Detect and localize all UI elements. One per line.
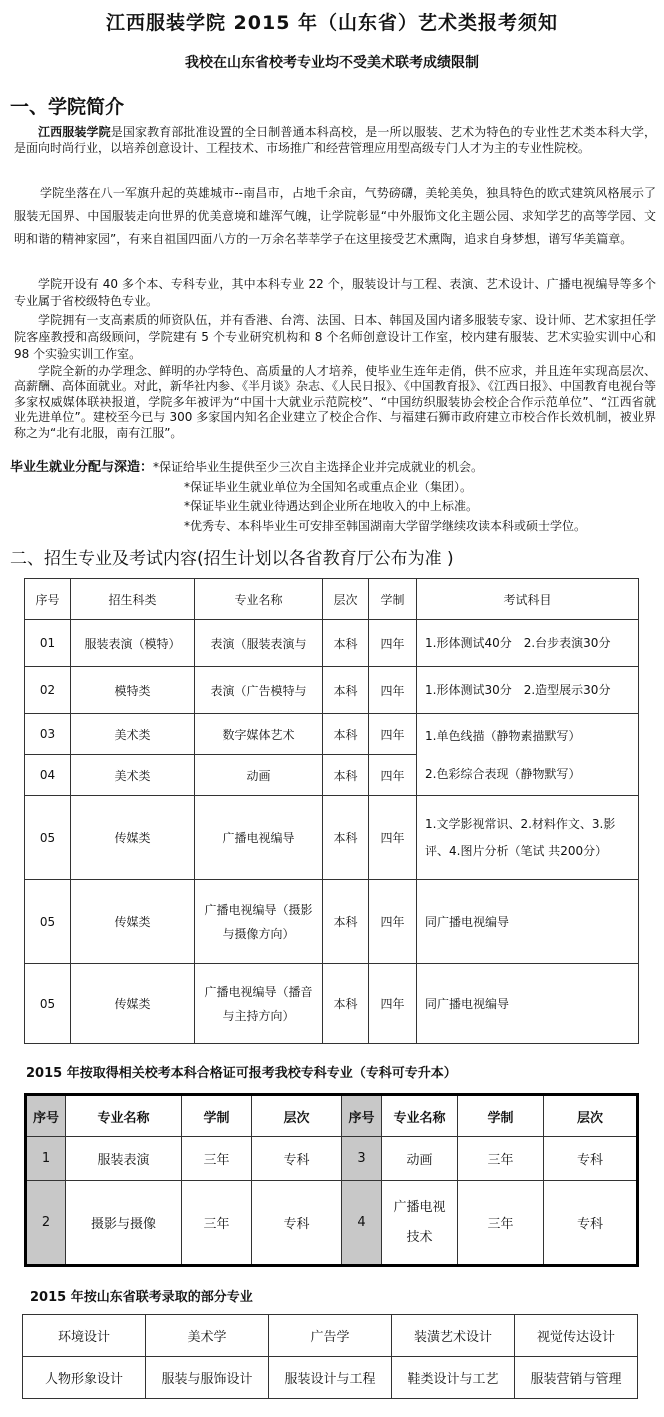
column-header: 考试科目 [417, 579, 639, 620]
column-header: 序号 [342, 1095, 382, 1137]
cell-no: 4 [342, 1181, 382, 1266]
cell-major: 动画 [382, 1137, 458, 1181]
major-cell: 服装营销与管理 [515, 1357, 638, 1399]
cell-subjects: 1.文学影视常识、2.材料作文、3.影评、4.图片分析（笔试 共200分） [417, 796, 639, 880]
table-row [23, 1357, 638, 1399]
page-subtitle: 我校在山东省校考专业均不受美术联考成绩限制 [185, 55, 479, 71]
cell-level: 本科 [323, 880, 369, 964]
major-cell: 服装与服饰设计 [146, 1357, 269, 1399]
cell-years: 三年 [458, 1137, 544, 1181]
cell-major: 动画 [195, 755, 323, 796]
column-header: 专业名称 [382, 1095, 458, 1137]
cell-category: 美术类 [71, 714, 195, 755]
major-cell: 装潢艺术设计 [392, 1315, 515, 1357]
major-cell: 视觉传达设计 [515, 1315, 638, 1357]
cell-no: 05 [25, 964, 71, 1044]
table-row [25, 620, 639, 667]
major-cell: 广告学 [269, 1315, 392, 1357]
intro-paragraph-3: 学院开设有 40 多个本、专科专业，其中本科专业 22 个，服装设计与工程、表演、艺术设计、广播电视编导等多个专业属于省校级特色专业。 [14, 277, 656, 308]
column-header: 层次 [252, 1095, 342, 1137]
column-header: 层次 [544, 1095, 638, 1137]
cell-no: 02 [25, 667, 71, 714]
provincial-exam-majors-table [22, 1314, 638, 1399]
cell-level: 专科 [544, 1181, 638, 1266]
cell-level: 本科 [323, 714, 369, 755]
graduate-item: *优秀专、本科毕业生可安排至韩国湖南大学留学继续攻读本科或硕士学位。 [184, 518, 587, 533]
table-row [25, 964, 639, 1044]
table-row [25, 667, 639, 714]
cell-years: 四年 [369, 755, 417, 796]
cell-major: 广播电视编导（播音与主持方向） [195, 964, 323, 1044]
table-row [25, 796, 639, 880]
column-header: 专业名称 [66, 1095, 182, 1137]
cell-subjects: 同广播电视编导 [417, 880, 639, 964]
college-name: 江西服装学院 [38, 125, 111, 139]
cell-years: 四年 [369, 714, 417, 755]
graduate-item: *保证给毕业生提供至少三次自主选择企业并完成就业的机会。 [153, 460, 484, 474]
cell-category: 传媒类 [71, 964, 195, 1044]
major-cell: 鞋类设计与工艺 [392, 1357, 515, 1399]
cell-major: 广播电视编导（摄影与摄像方向） [195, 880, 323, 964]
column-header: 层次 [323, 579, 369, 620]
cell-years: 四年 [369, 620, 417, 667]
column-header: 学制 [458, 1095, 544, 1137]
cell-subjects: 同广播电视编导 [417, 964, 639, 1044]
intro-paragraph-5: 学院全新的办学理念、鲜明的办学特色、高质量的人才培养，使毕业生连年走俏，供不应求，并且连年实现高层次、高薪酬、高体面就业。对此，新华社内参、《半月谈》杂志、《人民日报》、《中国教育报》、《江西日报》、中国教育电视台等多家权威媒体联袂报道，学院多年被评为“中国十大就业示范院校”、“中国纺织服装协会校企合作示范单位”、“江西省就业先进单位”。建校至今已与 300 多家国内知名企业建立了校企合作、与福建石狮市政府建立市校合作长效机制，被业界称之为“北有北服，南有江服”。 [14, 364, 657, 440]
cell-level: 本科 [323, 755, 369, 796]
cell-category: 传媒类 [71, 880, 195, 964]
cell-no: 03 [25, 714, 71, 755]
cell-no: 1 [26, 1137, 66, 1181]
major-cell: 环境设计 [23, 1315, 146, 1357]
table-row [23, 1315, 638, 1357]
section-heading-intro: 一、学院简介 [10, 96, 125, 118]
cell-category: 服装表演（模特） [71, 620, 195, 667]
cell-no: 05 [25, 880, 71, 964]
page-title: 江西服装学院 2015 年（山东省）艺术类报考须知 [105, 12, 559, 34]
cell-years: 四年 [369, 880, 417, 964]
graduate-employment-block [10, 458, 660, 536]
column-header: 序号 [25, 579, 71, 620]
cell-no: 2 [26, 1181, 66, 1266]
cell-years: 四年 [369, 964, 417, 1044]
cell-no: 01 [25, 620, 71, 667]
table-row [25, 880, 639, 964]
cell-level: 本科 [323, 667, 369, 714]
cell-years: 四年 [369, 796, 417, 880]
table-header-row [25, 579, 639, 620]
cell-no: 05 [25, 796, 71, 880]
provincial-exam-table-title: 2015 年按山东省联考录取的部分专业 [30, 1290, 253, 1305]
cell-major: 数字媒体艺术 [195, 714, 323, 755]
junior-college-table-title: 2015 年按取得相关校考本科合格证可报考我校专科专业（专科可专升本） [26, 1066, 457, 1081]
table-row [26, 1181, 638, 1266]
cell-subjects: 1.形体测试40分 2.台步表演30分 [417, 620, 639, 667]
column-header: 序号 [26, 1095, 66, 1137]
column-header: 学制 [369, 579, 417, 620]
table-header-row [26, 1095, 638, 1137]
cell-years: 三年 [458, 1181, 544, 1266]
cell-major: 摄影与摄像 [66, 1181, 182, 1266]
intro-paragraph-1-text: 是国家教育部批准设置的全日制普通本科高校，是一所以服装、艺术为特色的专业性艺术类本科大学，是面向时尚行业，以培养创意设计、工程技术、市场推广和经营管理应用型高级专门人才为主的专业性院校。 [14, 125, 656, 155]
cell-major: 广播电视技术 [382, 1181, 458, 1266]
cell-subjects-art: 1.单色线描（静物素描默写） 2.色彩综合表现（静物默写） [417, 714, 639, 796]
cell-category: 模特类 [71, 667, 195, 714]
cell-level: 专科 [544, 1137, 638, 1181]
graduate-item: *保证毕业生就业单位为全国知名或重点企业（集团）。 [184, 479, 473, 494]
graduate-item: *保证毕业生就业待遇达到企业所在地收入的中上标准。 [184, 499, 479, 513]
cell-level: 专科 [252, 1137, 342, 1181]
graduate-employment-label: 毕业生就业分配与深造： [10, 460, 154, 475]
cell-subjects: 1.形体测试30分 2.造型展示30分 [417, 667, 639, 714]
cell-level: 本科 [323, 964, 369, 1044]
cell-years: 三年 [182, 1137, 252, 1181]
intro-paragraph-1 [14, 124, 656, 156]
cell-level: 专科 [252, 1181, 342, 1266]
column-header: 招生科类 [71, 579, 195, 620]
cell-years: 三年 [182, 1181, 252, 1266]
column-header: 专业名称 [195, 579, 323, 620]
admissions-table [24, 578, 639, 1044]
table-row [25, 714, 639, 755]
cell-category: 美术类 [71, 755, 195, 796]
cell-major: 广播电视编导 [195, 796, 323, 880]
major-cell: 美术学 [146, 1315, 269, 1357]
intro-paragraph-4: 学院拥有一支高素质的师资队伍，并有香港、台湾、法国、日本、韩国及国内诸多服装专家、设计师、艺术家担任学院客座教授和高级顾问，学院建有 5 个专业研究机构和 8 个名师创意设计工作室，校内建有服装、艺术实验实训中心和 98 个实验实训工作室。 [14, 313, 656, 361]
junior-college-table [24, 1093, 639, 1267]
cell-category: 传媒类 [71, 796, 195, 880]
cell-level: 本科 [323, 620, 369, 667]
cell-no: 3 [342, 1137, 382, 1181]
cell-level: 本科 [323, 796, 369, 880]
cell-major: 表演（服装表演与 [195, 620, 323, 667]
intro-paragraph-2: 学院坐落在八一军旗升起的英雄城市--南昌市，占地千余亩，气势磅礴，美轮美奂，独具特色的欧式建筑风格展示了服装无国界、中国服装走向世界的优美意境和雄浑气魄，让学院彰显“中外服饰文化主题公园、求知学艺的高等学园、文明和谐的精神家园”，有来自祖国四面八方的一万余名莘莘学子在这里接受艺术熏陶，追求自身梦想，谱写华美篇章。 [14, 186, 656, 246]
major-cell: 人物形象设计 [23, 1357, 146, 1399]
major-cell: 服装设计与工程 [269, 1357, 392, 1399]
table-row [26, 1137, 638, 1181]
column-header: 学制 [182, 1095, 252, 1137]
cell-major: 服装表演 [66, 1137, 182, 1181]
cell-no: 04 [25, 755, 71, 796]
cell-years: 四年 [369, 667, 417, 714]
cell-major: 表演（广告模特与 [195, 667, 323, 714]
section-heading-admissions: 二、招生专业及考试内容(招生计划以各省教育厅公布为准 ) [10, 549, 454, 569]
